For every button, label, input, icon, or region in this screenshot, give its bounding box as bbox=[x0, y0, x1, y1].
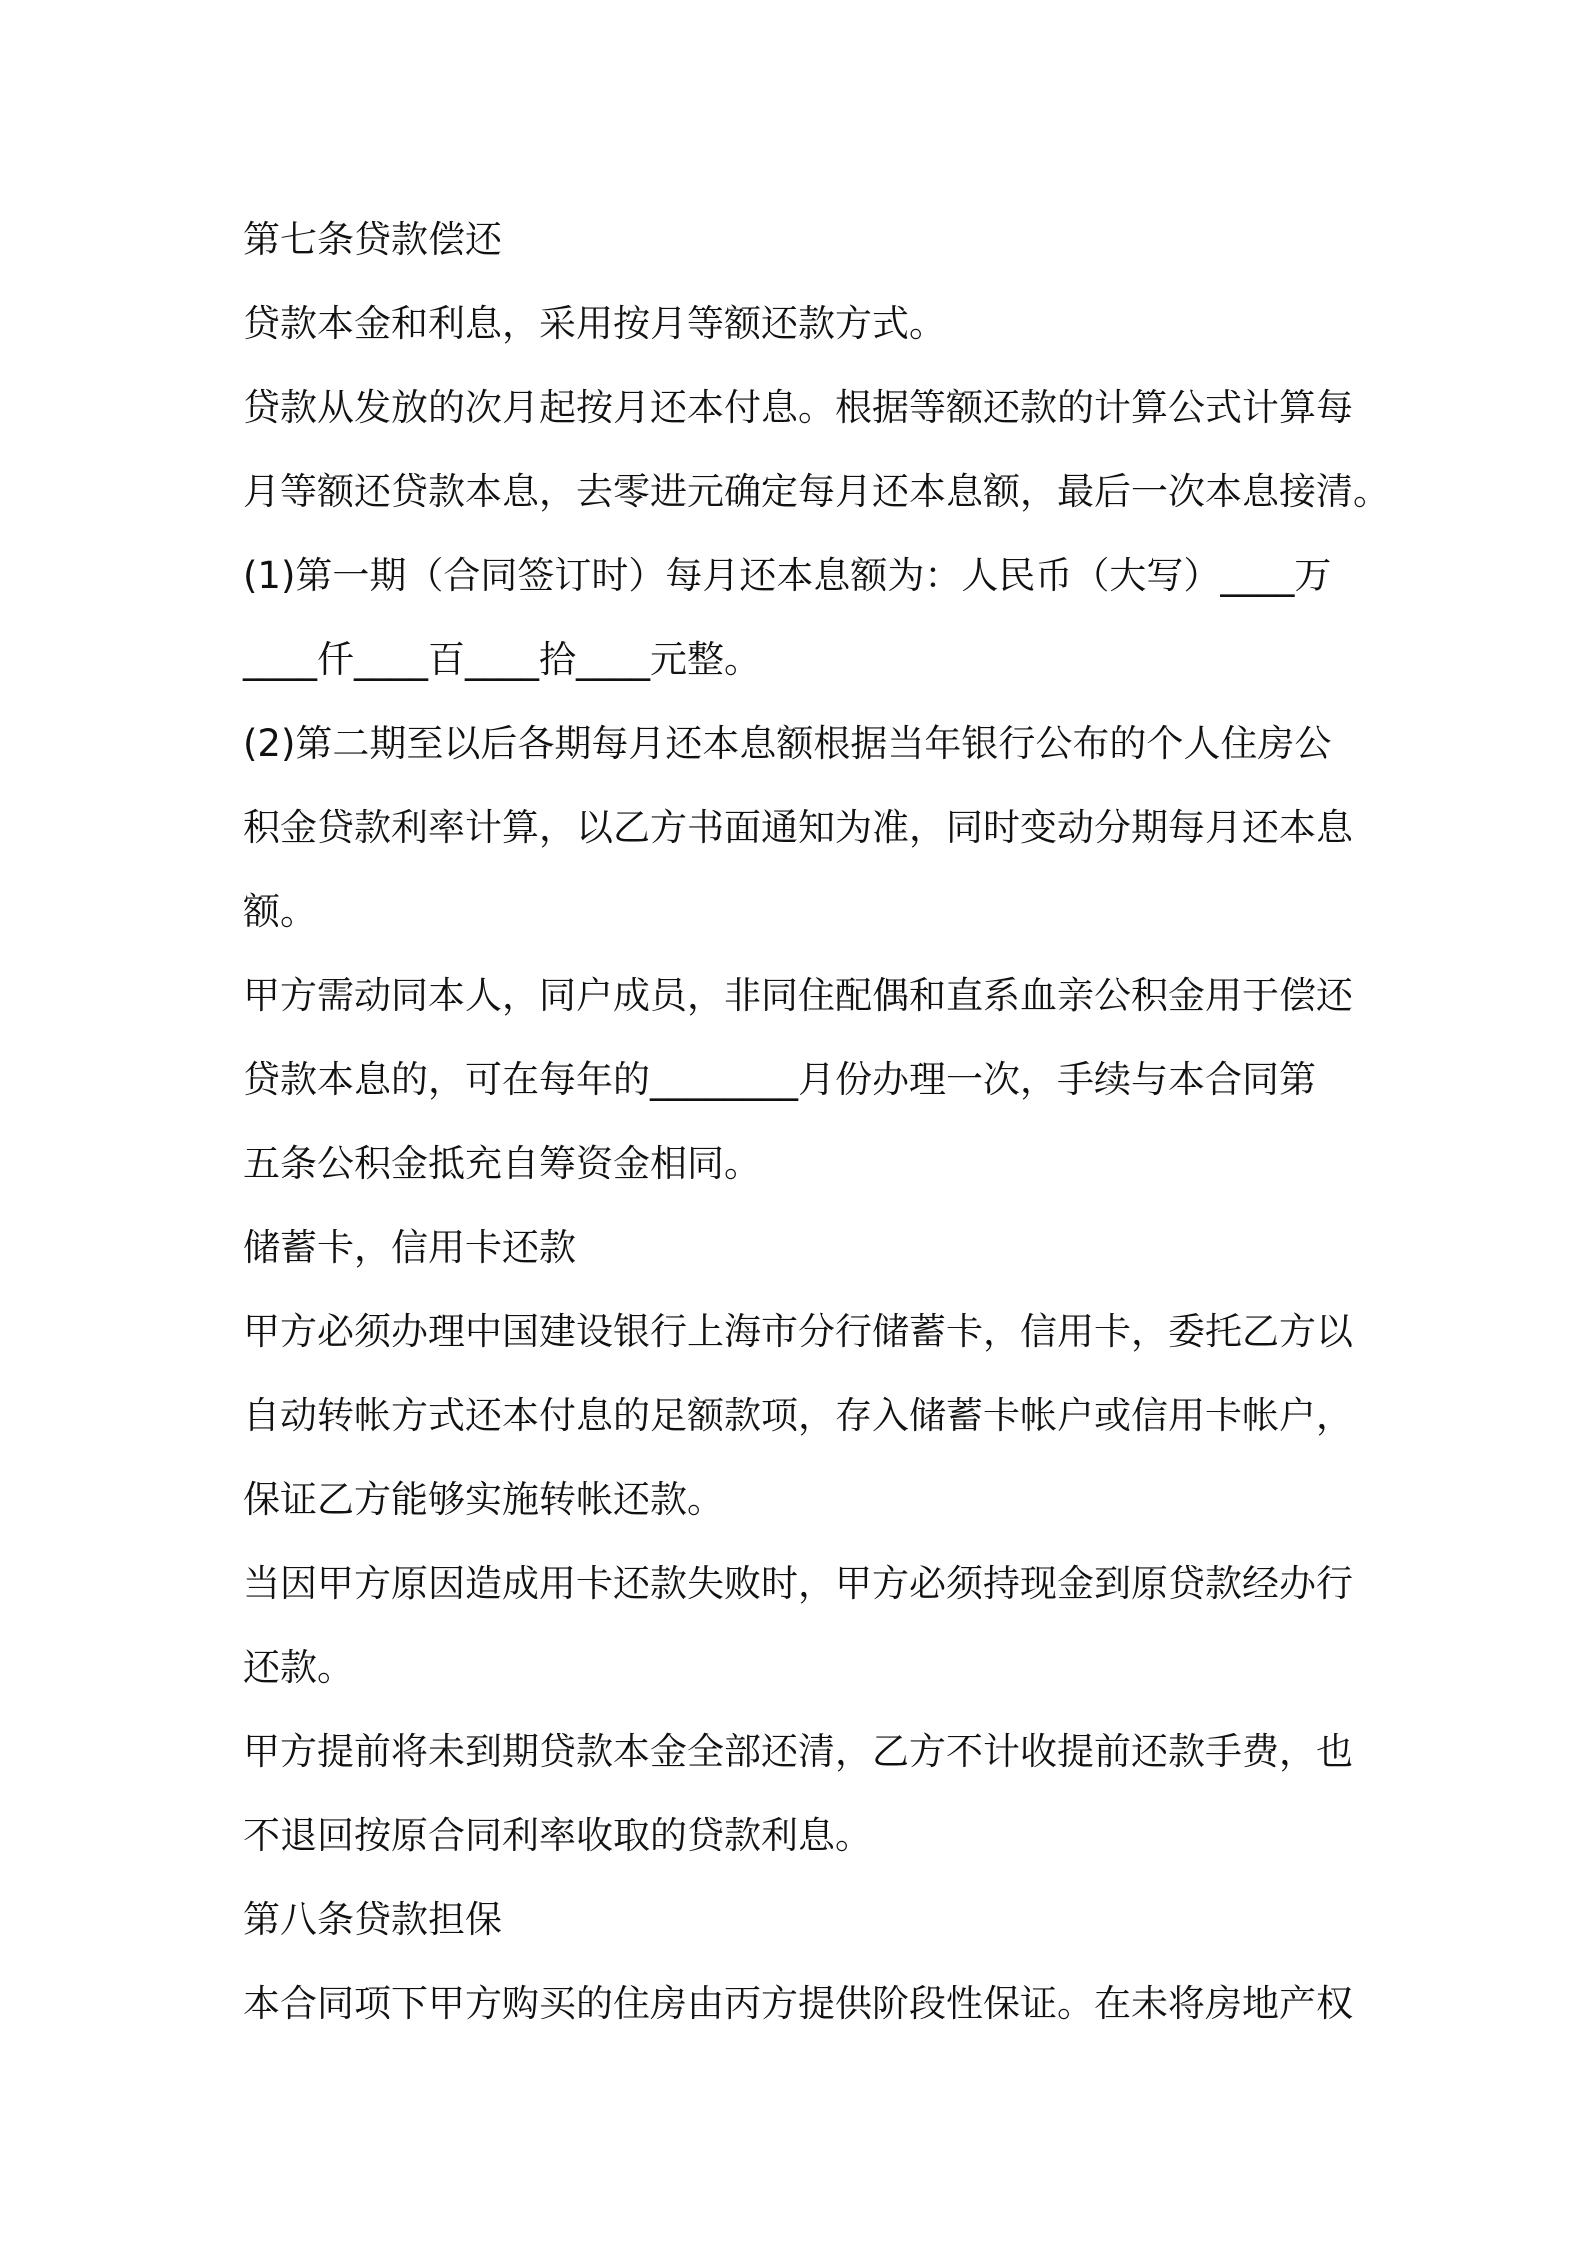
text-line: 五条公积金抵充自筹资金相同。 bbox=[243, 1142, 761, 1185]
text-line: 当因甲方原因造成用卡还款失败时，甲方必须持现金到原贷款经办行 bbox=[243, 1562, 1353, 1605]
section-heading-8: 第八条贷款担保 bbox=[243, 1898, 502, 1941]
text-line: 甲方需动同本人，同户成员，非同住配偶和直系血亲公积金用于偿还 bbox=[243, 974, 1353, 1017]
text-line: 贷款本息的，可在每年的________月份办理一次，手续与本合同第 bbox=[243, 1058, 1316, 1101]
text-line: ____仟____百____拾____元整。 bbox=[243, 638, 761, 681]
text-line: 积金贷款利率计算，以乙方书面通知为准，同时变动分期每月还本息 bbox=[243, 806, 1353, 849]
text-line: 月等额还贷款本息，去零进元确定每月还本息额，最后一次本息接清。 bbox=[243, 470, 1390, 513]
text-line: 自动转帐方式还本付息的足额款项，存入储蓄卡帐户或信用卡帐户， bbox=[243, 1394, 1353, 1437]
text-line: 贷款本金和利息，采用按月等额还款方式。 bbox=[243, 302, 946, 345]
text-line: 甲方必须办理中国建设银行上海市分行储蓄卡，信用卡，委托乙方以 bbox=[243, 1310, 1353, 1353]
text-line: 额。 bbox=[243, 890, 317, 933]
contract-text bbox=[243, 198, 1390, 2046]
subheading-card-repayment: 储蓄卡，信用卡还款 bbox=[243, 1226, 576, 1269]
text-line: 贷款从发放的次月起按月还本付息。根据等额还款的计算公式计算每 bbox=[243, 386, 1353, 429]
text-line: (1)第一期（合同签订时）每月还本息额为：人民币（大写）____万 bbox=[243, 554, 1332, 597]
text-line: (2)第二期至以后各期每月还本息额根据当年银行公布的个人住房公 bbox=[243, 722, 1332, 765]
text-line: 本合同项下甲方购买的住房由丙方提供阶段性保证。在未将房地产权 bbox=[243, 1982, 1353, 2025]
text-line: 保证乙方能够实施转帐还款。 bbox=[243, 1478, 724, 1521]
text-line: 不退回按原合同利率收取的贷款利息。 bbox=[243, 1814, 872, 1857]
text-line: 甲方提前将未到期贷款本金全部还清，乙方不计收提前还款手费，也 bbox=[243, 1730, 1353, 1773]
text-line: 还款。 bbox=[243, 1646, 354, 1689]
section-heading-7: 第七条贷款偿还 bbox=[243, 218, 502, 261]
